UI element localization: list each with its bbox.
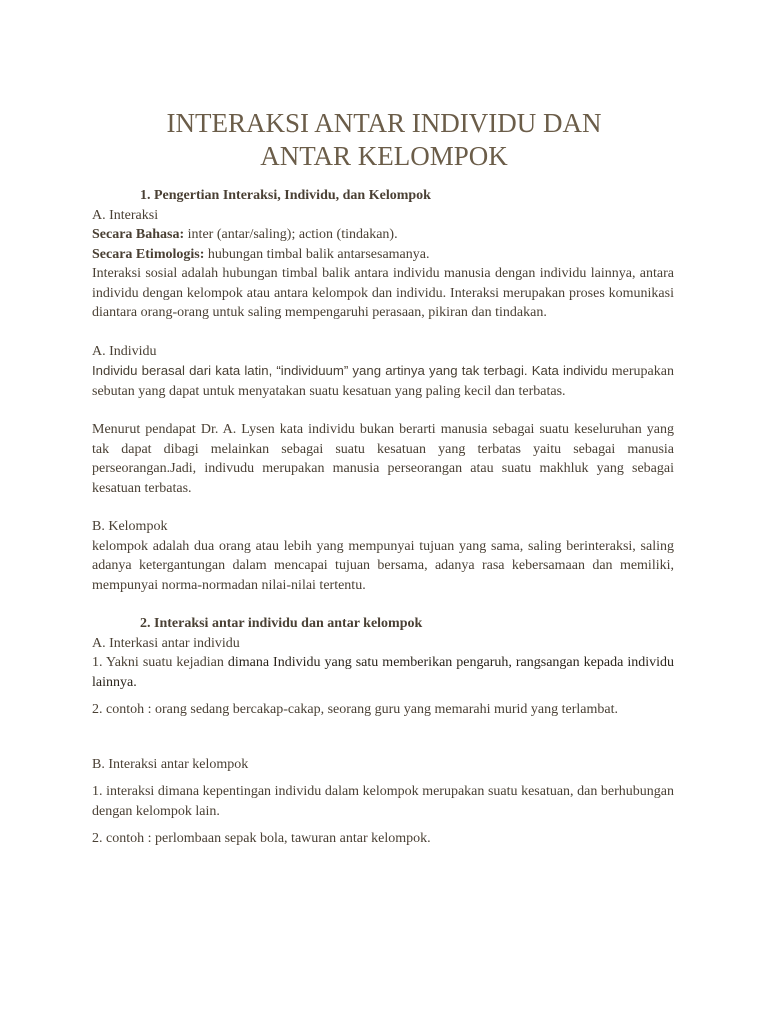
kelompok-paragraph: kelompok adalah dua orang atau lebih yang mempunyai tujuan yang sama, saling berinteraksi, saling adanya ketergantungan dalam mencapai tujuan bersama, adanya rasa kebersamaan dan memiliki, mempunyai norma-normadan nilai-nilai tertentu. [92,538,674,593]
kelompok-label: B. Kelompok [92,519,168,534]
interaksi-label: A. Interaksi [92,207,159,223]
antar-individu-item-1 [92,653,674,692]
antar-kelompok-item-2: 2. contoh : perlombaan sepak bola, tawuran antar kelompok. [92,831,431,846]
secara-bahasa-line [92,225,674,245]
title-line-1: INTERAKSI ANTAR INDIVIDU DAN [166,108,602,139]
antar-kelompok-label: B. Interaksi antar kelompok [92,756,249,772]
individu-paragraph-1 [92,361,674,401]
secara-etimologis-text: hubungan timbal balik antarsesamanya. [204,246,430,262]
spacer [92,720,674,755]
secara-etimologis-label: Secara Etimologis: [92,246,205,262]
individu-paragraph-1-rest: merupakan sebutan yang dapat untuk menyatakan suatu kesatuan yang paling kecil dan terbatas. [92,364,674,399]
spacer [92,595,674,614]
antar-kelompok-item-1: 1. interaksi dimana kepentingan individu dalam kelompok merupakan suatu kesatuan, dan berhubungan dengan kelompok lain. [92,784,674,819]
individu-paragraph-2: Menurut pendapat Dr. A. Lysen kata individu bukan berarti manusia sebagai suatu keseluruhan yang tak dapat dibagi melainkan sebagai suatu kesatuan yang terbatas yaitu sebagai manusia perseorangan.Jadi, indivudu merupakan manusia perseorangan atau suatu makhluk yang sebagai kesatuan terbatas. [92,422,674,496]
page-title [92,107,676,173]
secara-etimologis-line [92,245,674,265]
section-2-heading: 2. Interaksi antar individu dan antar kelompok [140,616,423,631]
spacer [92,498,674,517]
individu-label: A. Individu [92,343,157,359]
individu-paragraph-1-sans: Individu berasal dari kata latin, “individuum” yang artinya yang tak terbagi. Kata individu [92,363,608,378]
interaksi-paragraph: Interaksi sosial adalah hubungan timbal balik antara individu manusia dengan individu lainnya, antara individu dengan kelompok atau antara kelompok dan individu. Interaksi merupakan proses komunikasi diantara orang-orang untuk saling mempengaruhi perasaan, pikiran dan tindakan. [92,266,674,320]
title-line-2: ANTAR KELOMPOK [260,141,508,172]
document-body [92,186,674,849]
antar-individu-item-1-b: dimana Individu yang satu memberikan pengaruh, rangsangan kepada individu lainnya. [92,655,674,690]
spacer [92,692,674,700]
spacer [92,821,674,829]
spacer [92,401,674,420]
spacer [92,323,674,342]
antar-individu-label: A. Interkasi antar individu [92,635,240,651]
antar-individu-item-1-a: 1. Yakni suatu kejadian [92,655,228,670]
secara-bahasa-text: inter (antar/saling); action (tindakan). [184,227,398,242]
section-1-heading: 1. Pengertian Interaksi, Individu, dan Kelompok [140,188,431,203]
spacer [92,774,674,782]
antar-individu-item-2: 2. contoh : orang sedang bercakap-cakap, seorang guru yang memarahi murid yang terlambat. [92,702,618,717]
secara-bahasa-label: Secara Bahasa: [92,227,185,242]
